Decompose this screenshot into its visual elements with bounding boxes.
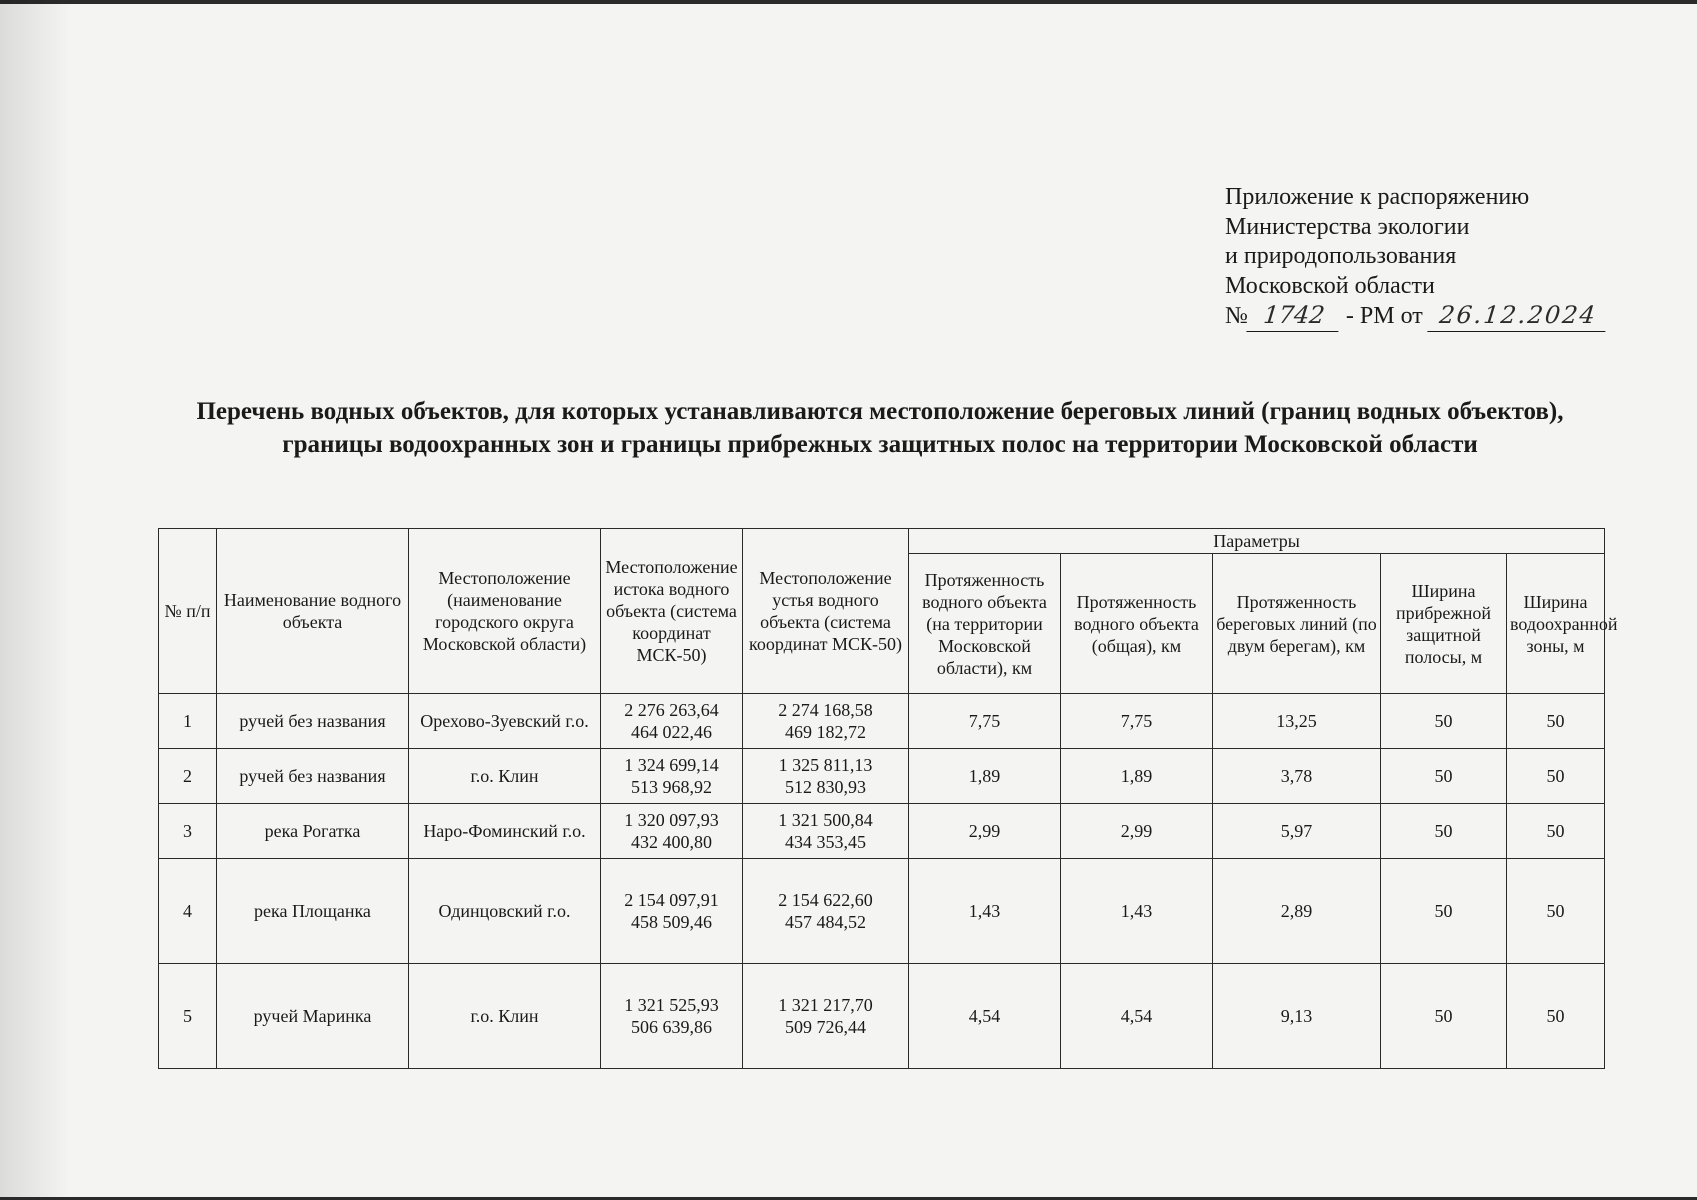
cell-location: Орехово-Зуевский г.о. xyxy=(409,694,601,749)
cell-num: 2 xyxy=(159,749,217,804)
coord-y: 458 509,46 xyxy=(631,912,712,932)
cell-shore-length: 5,97 xyxy=(1213,804,1381,859)
coord-y: 464 022,46 xyxy=(631,722,712,742)
cell-location: г.о. Клин xyxy=(409,749,601,804)
number-prefix: № xyxy=(1225,303,1248,329)
coord-y: 506 639,86 xyxy=(631,1017,712,1037)
cell-length-total: 1,89 xyxy=(1061,749,1213,804)
approval-number-line xyxy=(1225,301,1607,332)
header-zone-width: Ширина водоохранной зоны, м xyxy=(1507,554,1605,694)
cell-name: ручей без названия xyxy=(217,749,409,804)
cell-strip-width: 50 xyxy=(1381,804,1507,859)
cell-zone-width: 50 xyxy=(1507,749,1605,804)
cell-source xyxy=(601,964,743,1069)
cell-mouth xyxy=(743,859,909,964)
cell-mouth xyxy=(743,804,909,859)
coord-x: 2 276 263,64 xyxy=(624,700,719,720)
cell-strip-width: 50 xyxy=(1381,694,1507,749)
cell-zone-width: 50 xyxy=(1507,964,1605,1069)
coord-x: 2 274 168,58 xyxy=(778,700,873,720)
cell-length-region: 1,43 xyxy=(909,859,1061,964)
cell-name: река Рогатка xyxy=(217,804,409,859)
table-row xyxy=(159,749,1605,804)
cell-length-total: 2,99 xyxy=(1061,804,1213,859)
table-row xyxy=(159,804,1605,859)
cell-source xyxy=(601,859,743,964)
approval-line-3: и природопользования xyxy=(1225,243,1457,269)
cell-location: Наро-Фоминский г.о. xyxy=(409,804,601,859)
cell-name: ручей Маринка xyxy=(217,964,409,1069)
coord-y: 509 726,44 xyxy=(785,1017,866,1037)
header-num: № п/п xyxy=(159,529,217,694)
approval-line-1: Приложение к распоряжению xyxy=(1225,184,1530,210)
coord-x: 1 320 097,93 xyxy=(624,810,719,830)
cell-length-region: 1,89 xyxy=(909,749,1061,804)
header-mouth: Местоположение устья водного объекта (система координат МСК-50) xyxy=(743,529,909,694)
cell-strip-width: 50 xyxy=(1381,749,1507,804)
cell-shore-length: 2,89 xyxy=(1213,859,1381,964)
table-row xyxy=(159,964,1605,1069)
cell-zone-width: 50 xyxy=(1507,694,1605,749)
handwritten-order-date: 26.12.2024 xyxy=(1427,301,1608,332)
cell-zone-width: 50 xyxy=(1507,804,1605,859)
approval-line-2: Министерства экологии xyxy=(1225,213,1470,240)
cell-num: 4 xyxy=(159,859,217,964)
coord-y: 432 400,80 xyxy=(631,832,712,852)
cell-shore-length: 9,13 xyxy=(1213,964,1381,1069)
cell-mouth xyxy=(743,749,909,804)
coord-x: 1 321 217,70 xyxy=(778,995,873,1015)
cell-mouth xyxy=(743,964,909,1069)
cell-num: 1 xyxy=(159,694,217,749)
cell-num: 5 xyxy=(159,964,217,1069)
coord-x: 1 321 525,93 xyxy=(624,995,719,1015)
coord-y: 457 484,52 xyxy=(785,912,866,932)
cell-length-total: 4,54 xyxy=(1061,964,1213,1069)
handwritten-order-number: 1742 xyxy=(1246,301,1341,332)
coord-x: 2 154 097,91 xyxy=(624,890,719,910)
cell-length-region: 7,75 xyxy=(909,694,1061,749)
table-row xyxy=(159,694,1605,749)
coord-y: 434 353,45 xyxy=(785,832,866,852)
scan-top-edge xyxy=(0,0,1697,4)
cell-zone-width: 50 xyxy=(1507,859,1605,964)
header-params: Параметры xyxy=(909,529,1605,554)
scan-shadow xyxy=(0,0,70,1200)
cell-location: г.о. Клин xyxy=(409,964,601,1069)
cell-length-region: 4,54 xyxy=(909,964,1061,1069)
header-length-region: Протяженность водного объекта (на территории Московской области), км xyxy=(909,554,1061,694)
cell-num: 3 xyxy=(159,804,217,859)
cell-location: Одинцовский г.о. xyxy=(409,859,601,964)
coord-y: 513 968,92 xyxy=(631,777,712,797)
cell-source xyxy=(601,804,743,859)
header-location: Местоположение (наименование городского округа Московской области) xyxy=(409,529,601,694)
header-shore-length: Протяженность береговых линий (по двум берегам), км xyxy=(1213,554,1381,694)
cell-shore-length: 3,78 xyxy=(1213,749,1381,804)
number-suffix: - РМ от xyxy=(1339,303,1429,329)
coord-x: 1 321 500,84 xyxy=(778,810,873,830)
coord-y: 469 182,72 xyxy=(785,722,866,742)
cell-shore-length: 13,25 xyxy=(1213,694,1381,749)
header-name: Наименование водного объекта xyxy=(217,529,409,694)
header-length-total: Протяженность водного объекта (общая), км xyxy=(1061,554,1213,694)
water-objects-table xyxy=(158,528,1618,1069)
cell-name: река Площанка xyxy=(217,859,409,964)
document-title: Перечень водных объектов, для которых устанавливаются местоположение береговых линий (границ водных объектов), границы водоохранных зон и границы прибрежных защитных полос на территории Московской области xyxy=(196,398,1564,458)
coord-x: 1 325 811,13 xyxy=(778,755,873,775)
approval-line-4: Московской области xyxy=(1225,272,1435,299)
cell-strip-width: 50 xyxy=(1381,964,1507,1069)
table-row xyxy=(159,859,1605,964)
coord-x: 2 154 622,60 xyxy=(778,890,873,910)
cell-mouth xyxy=(743,694,909,749)
cell-length-total: 1,43 xyxy=(1061,859,1213,964)
cell-length-region: 2,99 xyxy=(909,804,1061,859)
cell-source xyxy=(601,749,743,804)
approval-block xyxy=(1225,183,1607,332)
coord-x: 1 324 699,14 xyxy=(624,755,719,775)
cell-strip-width: 50 xyxy=(1381,859,1507,964)
header-source: Местоположение истока водного объекта (система координат МСК-50) xyxy=(601,529,743,694)
cell-source xyxy=(601,694,743,749)
cell-length-total: 7,75 xyxy=(1061,694,1213,749)
header-strip-width: Ширина прибрежной защитной полосы, м xyxy=(1381,554,1507,694)
cell-name: ручей без названия xyxy=(217,694,409,749)
coord-y: 512 830,93 xyxy=(785,777,866,797)
